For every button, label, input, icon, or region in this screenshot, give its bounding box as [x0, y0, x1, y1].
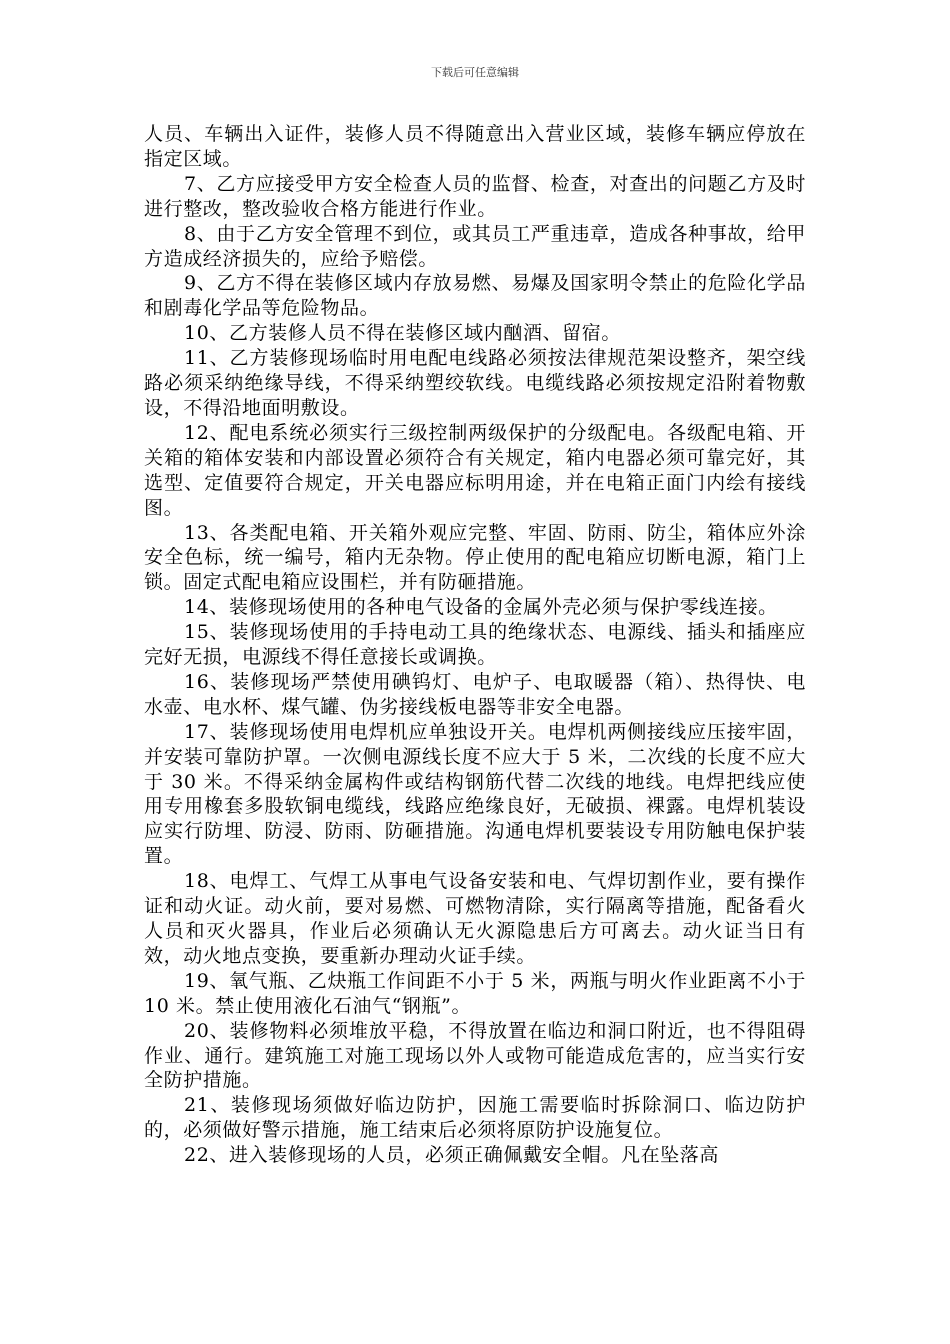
paragraph-item-13: 13、各类配电箱、开关箱外观应完整、牢固、防雨、防尘，箱体应外涂安全色标，统一编号，箱内无杂物。停止使用的配电箱应切断电源，箱门上锁。固定式配电箱应设围栏，并有防砸措施。	[144, 521, 806, 594]
paragraph-item-22: 22、进入装修现场的人员，必须正确佩戴安全帽。凡在坠落高	[184, 1144, 719, 1167]
paragraph-item-16: 16、装修现场严禁使用碘钨灯、电炉子、电取暖器（箱）、热得快、电水壶、电水杯、煤气罐、伪劣接线板电器等非安全电器。	[144, 670, 806, 718]
paragraph-item-8: 8、由于乙方安全管理不到位，或其员工严重违章，造成各种事故，给甲方造成经济损失的，应给予赔偿。	[144, 222, 806, 270]
paragraph-item-11: 11、乙方装修现场临时用电配电线路必须按法律规范架设整齐，架空线路必须采纳绝缘导线，不得采纳塑绞软线。电缆线路必须按规定沿附着物敷设，不得沿地面明敷设。	[144, 347, 806, 419]
page-header-note: 下载后可任意编辑	[431, 66, 519, 79]
paragraph-item-9: 9、乙方不得在装修区域内存放易燃、易爆及国家明令禁止的危险化学品和剧毒化学品等危险物品。	[144, 272, 806, 320]
paragraph-item-12: 12、配电系统必须实行三级控制两级保护的分级配电。各级配电箱、开关箱的箱体安装和内部设置必须符合有关规定，箱内电器必须可靠完好，其选型、定值要符合规定，开关电器应标明用途，并在电箱正面门内绘有接线图。	[144, 421, 806, 519]
paragraph-item-18: 18、电焊工、气焊工从事电气设备安装和电、气焊切割作业，要有操作证和动火证。动火前，要对易燃、可燃物清除，实行隔离等措施，配备看火人员和灭火器具，作业后必须确认无火源隐患后方可离去。动火证当日有效，动火地点变换，要重新办理动火证手续。	[144, 870, 806, 967]
paragraph-item-21: 21、装修现场须做好临边防护，因施工需要临时拆除洞口、临边防护的，必须做好警示措施，施工结束后必须将原防护设施复位。	[144, 1094, 806, 1142]
paragraph-item-17: 17、装修现场使用电焊机应单独设开关。电焊机两侧接线应压接牢固，并安装可靠防护罩。一次侧电源线长度不应大于 5 米，二次线的长度不应大于 30 米。不得采纳金属构件或结构钢筋代替二次线的地线。电焊把线应使用专用橡套多股软铜电缆线，线路应绝缘良好，无破损、裸露。电焊机装设应实行防埋、防浸、防雨、防砸措施。沟通电焊机要装设专用防触电保护装置。	[144, 720, 806, 868]
paragraph-item-10: 10、乙方装修人员不得在装修区域内酗酒、留宿。	[184, 322, 621, 345]
paragraph-item-15: 15、装修现场使用的手持电动工具的绝缘状态、电源线、插头和插座应完好无损，电源线不得任意接长或调换。	[144, 621, 806, 669]
paragraph-item-20: 20、装修物料必须堆放平稳，不得放置在临边和洞口附近，也不得阻碍作业、通行。建筑施工对施工现场以外人或物可能造成危害的，应当实行安全防护措施。	[144, 1019, 806, 1092]
paragraph-continuation: 人员、车辆出入证件，装修人员不得随意出入营业区域，装修车辆应停放在指定区域。	[144, 123, 806, 170]
paragraph-item-14: 14、装修现场使用的各种电气设备的金属外壳必须与保护零线连接。	[184, 596, 778, 619]
document-body	[144, 122, 806, 1168]
paragraph-item-19: 19、氧气瓶、乙炔瓶工作间距不小于 5 米，两瓶与明火作业距离不小于 10 米。禁止使用液化石油气“钢瓶”。	[144, 969, 806, 1017]
paragraph-item-7: 7、乙方应接受甲方安全检查人员的监督、检查，对查出的问题乙方及时进行整改，整改验收合格方能进行作业。	[144, 172, 806, 220]
